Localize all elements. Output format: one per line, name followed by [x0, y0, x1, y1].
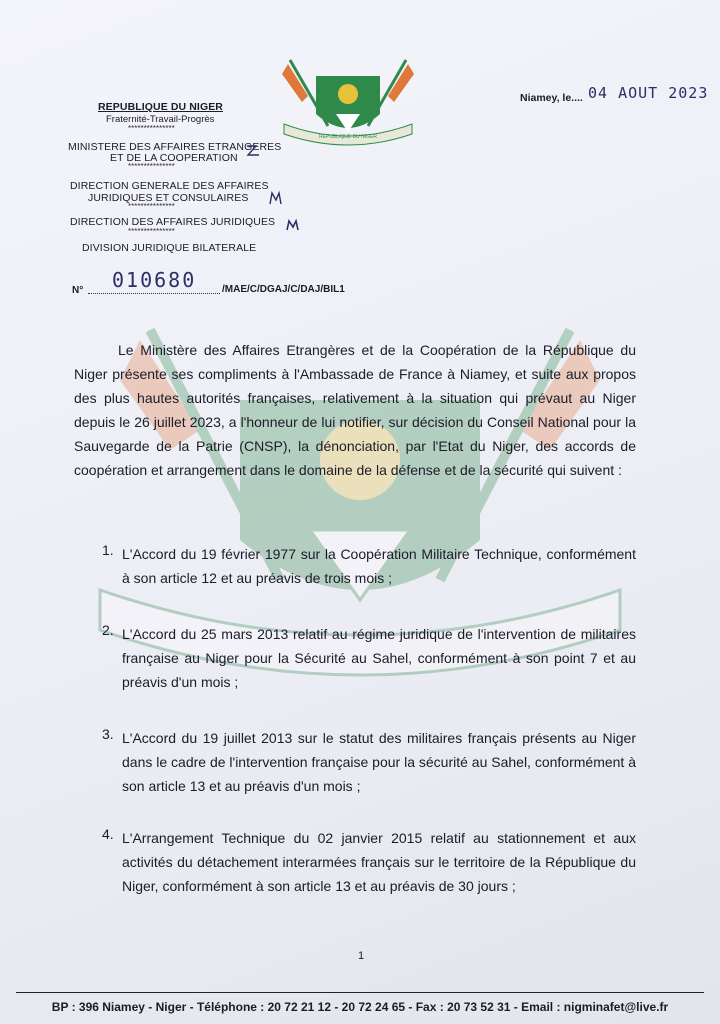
separator: ***************: [128, 162, 175, 171]
direction-general-line2: JURIDIQUES ET CONSULAIRES: [88, 192, 249, 204]
initial-mark: [244, 143, 262, 159]
initial-mark: [285, 218, 301, 232]
footer-rule: [16, 992, 704, 993]
initial-mark: [268, 190, 284, 208]
intro-paragraph: Le Ministère des Affaires Etrangères et de la Coopération de la République du Niger présente ses compliments à l'Ambassade de France à Niamey, et suite aux propos des plus hautes autorités françaises, relativement à la situation qui prévaut au Niger depuis le 26 juillet 2023, a l'honneur de lui notifier, sur décision du Conseil National pour la Sauvegarde de la Patrie (CNSP), la dénonciation, par l'Etat du Niger, des accords de coopération et arrangement dans le domaine de la défense et de la sécurité qui suivent :: [74, 342, 636, 478]
ref-suffix: /MAE/C/DGAJ/C/DAJ/BIL1: [222, 284, 345, 295]
direction-juridique: DIRECTION DES AFFAIRES JURIDIQUES: [70, 216, 276, 228]
emblem-banner-text: REPUBLIQUE DU NIGER: [318, 134, 378, 140]
list-item: L'Arrangement Technique du 02 janvier 2015 relatif au stationnement et aux activités du détachement interarmées français sur le territoire de la République du Niger, conformément à son article 13 et au préavis de 30 jours ;: [122, 830, 636, 894]
republic-title: REPUBLIQUE DU NIGER: [98, 101, 223, 113]
list-item: L'Accord du 25 mars 2013 relatif au régime juridique de l'intervention de militaires française au Niger pour la Sécurité au Sahel, conformément à son point 7 et au préavis d'un mois ;: [122, 626, 636, 690]
date: 04 AOUT 2023: [588, 84, 709, 102]
division: DIVISION JURIDIQUE BILATERALE: [82, 242, 257, 254]
separator: ***************: [128, 227, 175, 236]
ministry-line2: ET DE LA COOPERATION: [110, 152, 238, 164]
ref-underline: [88, 293, 220, 294]
place: Niamey, le....: [520, 92, 583, 104]
direction-general-line1: DIRECTION GENERALE DES AFFAIRES: [70, 180, 269, 192]
ref-number: 010680: [112, 268, 197, 292]
list-item-number: 1.: [102, 542, 114, 558]
motto: Fraternité-Travail-Progrès: [106, 114, 215, 125]
footer-contact: BP : 396 Niamey - Niger - Téléphone : 20 72 21 12 - 20 72 24 65 - Fax : 20 73 52 31 - Email : nigminafet@live.fr: [51, 1000, 669, 1014]
list-item: L'Accord du 19 février 1977 sur la Coopération Militaire Technique, conformément à son article 12 et au préavis de trois mois ;: [122, 546, 636, 586]
coat-of-arms: [278, 56, 418, 148]
separator: ***************: [128, 124, 175, 133]
list-item-number: 4.: [102, 826, 114, 842]
page-number: 1: [358, 950, 365, 962]
separator: ***************: [128, 202, 175, 211]
ministry-line1: MINISTERE DES AFFAIRES ETRANGERES: [68, 141, 282, 153]
list-item: L'Accord du 19 juillet 2013 sur le statut des militaires français présents au Niger dans le cadre de l'intervention française pour la sécurité au Sahel, conformément à son article 13 et au préavis d'un mois ;: [122, 730, 636, 794]
list-item-number: 3.: [102, 726, 114, 742]
list-item-number: 2.: [102, 622, 114, 638]
ref-prefix: N°: [72, 285, 84, 296]
